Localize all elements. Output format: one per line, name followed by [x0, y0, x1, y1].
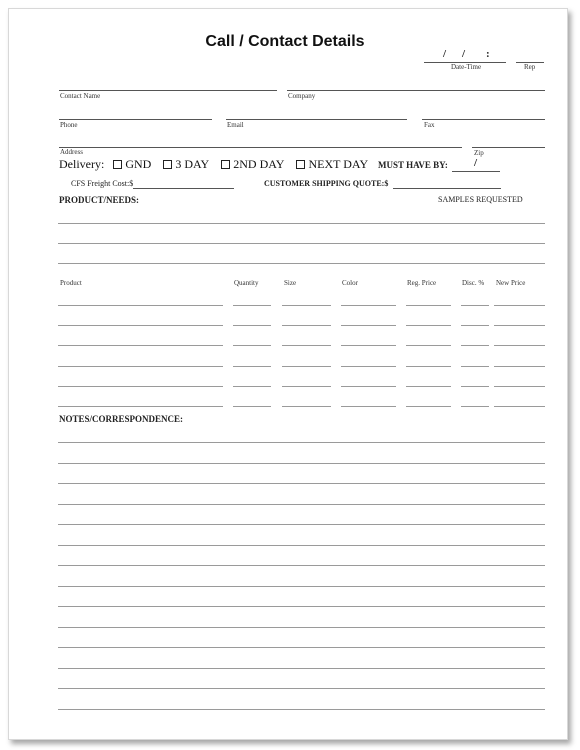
- table-cell-disc[interactable]: [461, 406, 489, 407]
- table-cell-product[interactable]: [58, 325, 223, 326]
- notes-line[interactable]: [58, 483, 545, 484]
- form-title: Call / Contact Details: [205, 33, 365, 50]
- table-cell-color[interactable]: [341, 305, 396, 306]
- form-sheet: [8, 8, 568, 740]
- table-cell-product[interactable]: [58, 345, 223, 346]
- table-cell-new-price[interactable]: [494, 406, 545, 407]
- fax-field[interactable]: [422, 119, 545, 120]
- customer-shipping-quote-label: CUSTOMER SHIPPING QUOTE:$: [264, 179, 389, 188]
- notes-line[interactable]: [58, 688, 545, 689]
- table-cell-product[interactable]: [58, 406, 223, 407]
- table-cell-color[interactable]: [341, 366, 396, 367]
- table-cell-quantity[interactable]: [233, 386, 271, 387]
- table-cell-reg-price[interactable]: [406, 406, 451, 407]
- product-needs-line[interactable]: [58, 263, 545, 264]
- notes-line[interactable]: [58, 668, 545, 669]
- table-cell-product[interactable]: [58, 366, 223, 367]
- notes-line[interactable]: [58, 442, 545, 443]
- datetime-label: Date-Time: [451, 63, 482, 71]
- company-label: Company: [288, 92, 316, 100]
- phone-field[interactable]: [59, 119, 212, 120]
- col-header-color: Color: [342, 279, 358, 287]
- col-header-reg-price: Reg. Price: [407, 279, 437, 287]
- product-needs-line[interactable]: [58, 243, 545, 244]
- phone-label: Phone: [60, 121, 78, 129]
- notes-heading: NOTES/CORRESPONDENCE:: [59, 414, 184, 424]
- zip-field[interactable]: [472, 147, 545, 148]
- table-cell-product[interactable]: [58, 305, 223, 306]
- notes-line[interactable]: [58, 463, 545, 464]
- checkbox-icon[interactable]: [296, 160, 305, 169]
- table-cell-quantity[interactable]: [233, 406, 271, 407]
- col-header-size: Size: [284, 279, 297, 287]
- product-needs-line[interactable]: [58, 223, 545, 224]
- table-cell-disc[interactable]: [461, 366, 489, 367]
- table-cell-new-price[interactable]: [494, 325, 545, 326]
- checkbox-icon[interactable]: [113, 160, 122, 169]
- must-have-by-label: MUST HAVE BY:: [378, 160, 448, 170]
- table-cell-quantity[interactable]: [233, 325, 271, 326]
- notes-line[interactable]: [58, 586, 545, 587]
- date-separator-2: /: [462, 48, 466, 60]
- table-cell-new-price[interactable]: [494, 345, 545, 346]
- table-cell-reg-price[interactable]: [406, 325, 451, 326]
- delivery-option-2nd-day[interactable]: 2ND DAY: [221, 157, 284, 172]
- col-header-quantity: Quantity: [234, 279, 259, 287]
- delivery-label: Delivery:: [59, 157, 105, 171]
- cfs-freight-cost-field[interactable]: [133, 188, 234, 189]
- notes-line[interactable]: [58, 545, 545, 546]
- table-cell-size[interactable]: [282, 325, 331, 326]
- contact-name-label: Contact Name: [60, 92, 101, 100]
- table-cell-size[interactable]: [282, 366, 331, 367]
- table-cell-reg-price[interactable]: [406, 345, 451, 346]
- address-field[interactable]: [59, 147, 462, 148]
- table-cell-quantity[interactable]: [233, 345, 271, 346]
- table-cell-disc[interactable]: [461, 305, 489, 306]
- table-cell-reg-price[interactable]: [406, 305, 451, 306]
- notes-line[interactable]: [58, 709, 545, 710]
- must-have-by-field[interactable]: [452, 171, 500, 172]
- table-cell-disc[interactable]: [461, 386, 489, 387]
- table-cell-color[interactable]: [341, 386, 396, 387]
- customer-shipping-quote-field[interactable]: [393, 188, 501, 189]
- table-cell-new-price[interactable]: [494, 386, 545, 387]
- notes-line[interactable]: [58, 565, 545, 566]
- table-cell-size[interactable]: [282, 305, 331, 306]
- company-field[interactable]: [287, 90, 545, 91]
- table-cell-size[interactable]: [282, 406, 331, 407]
- table-cell-color[interactable]: [341, 345, 396, 346]
- contact-name-field[interactable]: [59, 90, 277, 91]
- delivery-option-3day[interactable]: 3 DAY: [163, 157, 209, 172]
- notes-line[interactable]: [58, 606, 545, 607]
- table-cell-color[interactable]: [341, 406, 396, 407]
- address-label: Address: [60, 148, 83, 156]
- checkbox-icon[interactable]: [221, 160, 230, 169]
- table-cell-disc[interactable]: [461, 345, 489, 346]
- table-cell-quantity[interactable]: [233, 305, 271, 306]
- date-separator-1: /: [443, 48, 447, 60]
- table-cell-color[interactable]: [341, 325, 396, 326]
- must-have-by-separator: /: [474, 157, 478, 169]
- table-cell-new-price[interactable]: [494, 366, 545, 367]
- col-header-disc: Disc. %: [462, 279, 485, 287]
- table-cell-reg-price[interactable]: [406, 366, 451, 367]
- table-cell-quantity[interactable]: [233, 366, 271, 367]
- fax-label: Fax: [424, 121, 435, 129]
- cfs-freight-cost-label: CFS Freight Cost:$: [71, 179, 134, 188]
- notes-line[interactable]: [58, 524, 545, 525]
- notes-line[interactable]: [58, 627, 545, 628]
- notes-line[interactable]: [58, 647, 545, 648]
- time-separator: :: [486, 48, 490, 60]
- delivery-option-next-day[interactable]: NEXT DAY: [296, 157, 368, 172]
- rep-label: Rep: [524, 63, 536, 71]
- table-cell-new-price[interactable]: [494, 305, 545, 306]
- table-cell-disc[interactable]: [461, 325, 489, 326]
- delivery-row: [59, 157, 377, 172]
- col-header-new-price: New Price: [496, 279, 526, 287]
- table-cell-product[interactable]: [58, 386, 223, 387]
- samples-requested-heading: SAMPLES REQUESTED: [438, 195, 523, 204]
- checkbox-icon[interactable]: [163, 160, 172, 169]
- email-label: Email: [227, 121, 244, 129]
- zip-label: Zip: [474, 149, 484, 157]
- delivery-option-gnd[interactable]: GND: [113, 157, 151, 172]
- table-cell-size[interactable]: [282, 386, 331, 387]
- table-cell-reg-price[interactable]: [406, 386, 451, 387]
- col-header-product: Product: [60, 279, 82, 287]
- notes-line[interactable]: [58, 504, 545, 505]
- email-field[interactable]: [226, 119, 407, 120]
- product-needs-heading: PRODUCT/NEEDS:: [59, 195, 140, 205]
- table-cell-size[interactable]: [282, 345, 331, 346]
